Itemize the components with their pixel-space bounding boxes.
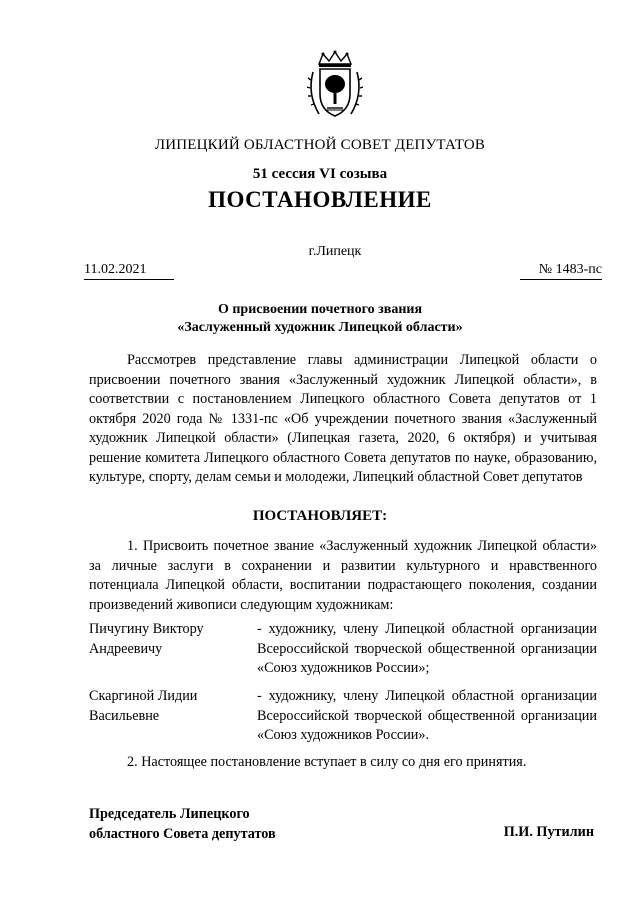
signatory-name: П.И. Путилин bbox=[503, 824, 594, 840]
awardee-2-description: - художнику, члену Липецкой областной организации Всероссийской творческой общественной организации «Союз художников России». bbox=[257, 688, 597, 743]
coat-of-arms-emblem bbox=[305, 50, 365, 122]
subject-line-1: О присвоении почетного звания bbox=[217, 302, 423, 317]
awardee-1-description: - художнику, члену Липецкой областной организации Всероссийской творческой общественной организации «Союз художников России»; bbox=[257, 621, 597, 676]
awardee-2-name-line-1: Скаргиной Лидии bbox=[89, 688, 198, 704]
awardee-1-name-line-2: Андреевичу bbox=[89, 640, 163, 657]
council-name: ЛИПЕЦКИЙ ОБЛАСТНОЙ СОВЕТ ДЕПУТАТОВ bbox=[154, 137, 486, 153]
document-date: 11.02.2021 bbox=[84, 262, 174, 280]
decision-heading: ПОСТАНОВЛЯЕТ: bbox=[252, 508, 388, 524]
preamble-paragraph: Рассмотрев представление главы администрации Липецкой области о присвоении почетного звания «Заслуженный художник Липецкой области», в соответствии с постановлением Липецкого областного Совета депутатов от 1 октября 2020 года № 1331-пс «Об учреждении почетного звания «Заслуженный художник Липецкой области» (Липецкая газета, 2020, 6 октября) и учитывая решение комитета Липецкого областного Совета депутатов по науке, образованию, культуре, спорту, делам семьи и молодежи, Липецкий областной Совет депутатов bbox=[89, 352, 597, 485]
awardee-2-name-line-2: Васильевне bbox=[89, 707, 160, 724]
signatory-title-line-1: Председатель Липецкого bbox=[89, 806, 250, 822]
document-type-title: ПОСТАНОВЛЕНИЕ bbox=[208, 187, 432, 212]
item-1-paragraph: 1. Присвоить почетное звание «Заслуженный художник Липецкой области» за личные заслуги в сохранении и развитии культурного и нравственного потенциала Липецкой области, воспитании подрастающего поколения, создании произведений живописи следующим художникам: bbox=[89, 538, 597, 613]
awardee-2-name bbox=[89, 687, 249, 726]
session-label: 51 сессия VI созыва bbox=[252, 166, 388, 182]
awardee-1-name bbox=[89, 620, 249, 659]
signatory-title-line-2: областного Совета депутатов bbox=[89, 825, 276, 842]
city-label: г.Липецк bbox=[308, 244, 362, 259]
awardee-1-name-line-1: Пичугину Виктору bbox=[89, 621, 204, 637]
item-2-paragraph: 2. Настоящее постановление вступает в силу со дня его принятия. bbox=[127, 754, 527, 770]
signatory-title bbox=[89, 805, 276, 844]
document-subject bbox=[0, 301, 640, 337]
subject-line-2: «Заслуженный художник Липецкой области» bbox=[177, 320, 463, 335]
document-number: № 1483-пс bbox=[520, 262, 602, 280]
